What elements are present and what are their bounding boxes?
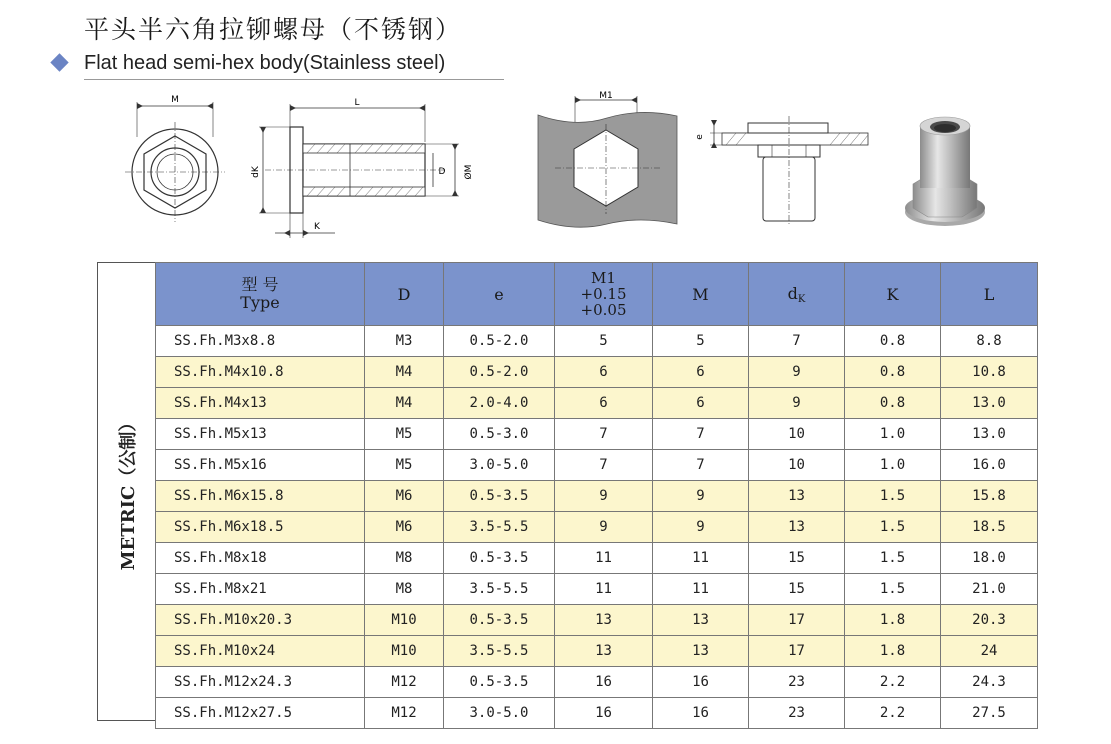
cell-l: 18.0 [941,543,1038,574]
cell-dk: 17 [749,605,845,636]
cell-dk: 13 [749,512,845,543]
cell-e: 0.5-2.0 [444,326,555,357]
front-view-drawing [120,92,230,232]
table-row [156,636,1038,667]
cell-m1: 11 [555,543,653,574]
cell-k: 2.2 [845,667,941,698]
cell-type: SS.Fh.M8x21 [156,574,365,605]
cell-l: 15.8 [941,481,1038,512]
cell-l: 18.5 [941,512,1038,543]
cell-k: 2.2 [845,698,941,729]
cell-l: 27.5 [941,698,1038,729]
cell-type: SS.Fh.M12x27.5 [156,698,365,729]
side-label-d: D [438,167,446,177]
side-label-k: K [314,222,320,232]
table-row [156,574,1038,605]
cell-type: SS.Fh.M10x24 [156,636,365,667]
plate-hole-drawing [535,88,680,230]
cell-d: M6 [365,481,444,512]
front-label-m: M [171,95,179,105]
cell-m1: 13 [555,605,653,636]
cell-d: M4 [365,388,444,419]
cell-m1: 5 [555,326,653,357]
cell-type: SS.Fh.M4x10.8 [156,357,365,388]
cell-dk: 10 [749,419,845,450]
cell-type: SS.Fh.M4x13 [156,388,365,419]
cell-l: 20.3 [941,605,1038,636]
cell-m1: 16 [555,698,653,729]
header-d: D [365,263,444,326]
cell-d: M4 [365,357,444,388]
cell-k: 0.8 [845,326,941,357]
cell-e: 3.0-5.0 [444,698,555,729]
metric-side-label-cell [97,262,155,721]
cell-e: 3.5-5.5 [444,636,555,667]
table-row [156,357,1038,388]
cell-k: 1.5 [845,481,941,512]
cell-d: M8 [365,543,444,574]
cell-d: M10 [365,605,444,636]
title-underline [84,79,504,80]
cell-e: 0.5-3.5 [444,667,555,698]
cell-m1: 16 [555,667,653,698]
cell-l: 21.0 [941,574,1038,605]
header-m1-upper-tol: +0.15 [580,285,627,303]
product-photo-illustration [898,108,993,236]
header-l: L [941,263,1038,326]
cell-e: 2.0-4.0 [444,388,555,419]
cell-e: 3.0-5.0 [444,450,555,481]
table-row [156,326,1038,357]
header-m1-lower-tol: +0.05 [580,301,627,319]
cell-e: 0.5-2.0 [444,357,555,388]
table-row [156,543,1038,574]
spec-table [155,262,1038,729]
cell-e: 0.5-3.5 [444,605,555,636]
header-m: M [653,263,749,326]
cell-type: SS.Fh.M10x20.3 [156,605,365,636]
cell-k: 1.8 [845,636,941,667]
table-body [156,326,1038,729]
table-row [156,698,1038,729]
cell-d: M5 [365,450,444,481]
side-section-drawing [245,92,490,240]
cell-m: 9 [653,512,749,543]
cell-l: 8.8 [941,326,1038,357]
cell-m: 13 [653,605,749,636]
page-title-chinese: 平头半六角拉铆螺母（不锈钢） [84,15,463,44]
cell-dk: 13 [749,481,845,512]
cell-k: 0.8 [845,357,941,388]
side-label-om: ØM [464,164,474,180]
table-row [156,481,1038,512]
cell-m: 7 [653,419,749,450]
cell-d: M3 [365,326,444,357]
cell-k: 1.5 [845,574,941,605]
cell-d: M12 [365,667,444,698]
table-row [156,605,1038,636]
cell-l: 16.0 [941,450,1038,481]
cell-m: 5 [653,326,749,357]
cell-e: 3.5-5.5 [444,512,555,543]
cell-m1: 13 [555,636,653,667]
bullet-diamond-icon [50,53,68,71]
cell-l: 24 [941,636,1038,667]
cell-m1: 6 [555,388,653,419]
cell-m: 11 [653,543,749,574]
cell-m1: 7 [555,450,653,481]
header-m1-label: M1 [591,269,616,287]
cell-type: SS.Fh.M6x15.8 [156,481,365,512]
page-title-english: Flat head semi-hex body(Stainless steel) [84,52,446,74]
cell-m: 16 [653,698,749,729]
header-type-en: Type [240,293,280,312]
cell-m: 9 [653,481,749,512]
cell-type: SS.Fh.M12x24.3 [156,667,365,698]
installed-view-drawing [690,112,875,230]
header-k: K [845,263,941,326]
cell-m: 6 [653,357,749,388]
cell-type: SS.Fh.M8x18 [156,543,365,574]
cell-dk: 15 [749,543,845,574]
cell-m1: 9 [555,481,653,512]
side-label-l: L [354,98,360,108]
cell-dk: 15 [749,574,845,605]
cell-m: 11 [653,574,749,605]
cell-l: 13.0 [941,388,1038,419]
cell-d: M6 [365,512,444,543]
cell-d: M12 [365,698,444,729]
cell-d: M5 [365,419,444,450]
cell-k: 1.0 [845,450,941,481]
cell-type: SS.Fh.M5x16 [156,450,365,481]
cell-dk: 23 [749,667,845,698]
cell-k: 1.5 [845,512,941,543]
side-label-dk: dK [251,166,261,178]
cell-m: 16 [653,667,749,698]
cell-e: 0.5-3.5 [444,481,555,512]
cell-m1: 9 [555,512,653,543]
cell-m1: 7 [555,419,653,450]
plate-label-m1: M1 [599,91,613,101]
table-row [156,388,1038,419]
metric-label: METRIC（公制） [117,413,139,570]
cell-k: 1.8 [845,605,941,636]
cell-e: 0.5-3.0 [444,419,555,450]
cell-type: SS.Fh.M6x18.5 [156,512,365,543]
header-dk-main: d [787,283,798,303]
cell-dk: 17 [749,636,845,667]
cell-l: 10.8 [941,357,1038,388]
cell-e: 0.5-3.5 [444,543,555,574]
cell-k: 1.5 [845,543,941,574]
cell-type: SS.Fh.M5x13 [156,419,365,450]
table-header-row [156,263,1038,326]
table-row [156,512,1038,543]
table-row [156,667,1038,698]
header-dk [749,263,845,326]
cell-dk: 23 [749,698,845,729]
cell-k: 0.8 [845,388,941,419]
cell-dk: 10 [749,450,845,481]
cell-dk: 9 [749,388,845,419]
cell-m1: 6 [555,357,653,388]
header-m1 [555,263,653,326]
cell-k: 1.0 [845,419,941,450]
table-row [156,450,1038,481]
cell-l: 13.0 [941,419,1038,450]
cell-dk: 9 [749,357,845,388]
header-type-cn: 型 号 [241,275,279,294]
installed-label-e: e [695,134,705,140]
cell-l: 24.3 [941,667,1038,698]
cell-m1: 11 [555,574,653,605]
cell-e: 3.5-5.5 [444,574,555,605]
header-dk-sub: K [797,293,806,305]
cell-dk: 7 [749,326,845,357]
cell-m: 7 [653,450,749,481]
cell-d: M10 [365,636,444,667]
cell-m: 13 [653,636,749,667]
header-type [156,263,365,326]
cell-d: M8 [365,574,444,605]
cell-m: 6 [653,388,749,419]
table-row [156,419,1038,450]
cell-type: SS.Fh.M3x8.8 [156,326,365,357]
header-e: e [444,263,555,326]
